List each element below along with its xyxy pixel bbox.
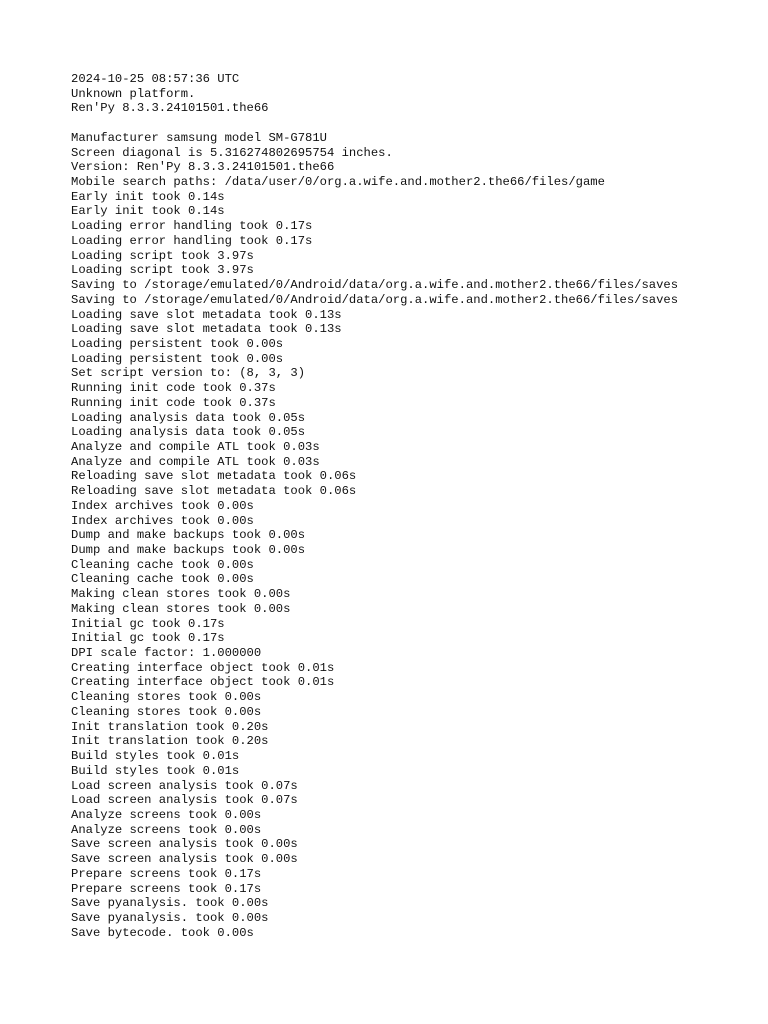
log-line: Index archives took 0.00s	[71, 513, 254, 528]
log-line: Running init code took 0.37s	[71, 395, 276, 410]
log-document	[71, 72, 751, 940]
log-line: Loading persistent took 0.00s	[71, 351, 284, 366]
log-line: Running init code took 0.37s	[71, 381, 276, 396]
log-line: Dump and make backups took 0.00s	[71, 543, 306, 557]
log-line: Analyze screens took 0.00s	[71, 807, 262, 822]
log-line: Save pyanalysis. took 0.00s	[71, 896, 269, 911]
log-line: Cleaning cache took 0.00s	[71, 572, 254, 587]
log-line: Creating interface object took 0.01s	[71, 675, 335, 690]
log-line: Save bytecode. took 0.00s	[71, 925, 254, 940]
log-line: Loading script took 3.97s	[71, 263, 254, 278]
log-line: Analyze screens took 0.00s	[71, 822, 262, 837]
log-line: Mobile search paths: /data/user/0/org.a.wife.and.mother2.the66/files/game	[71, 175, 605, 190]
log-line: Cleaning cache took 0.00s	[71, 557, 254, 572]
log-line: Cleaning stores took 0.00s	[71, 690, 262, 705]
log-line: Loading error handling took 0.17s	[71, 219, 313, 234]
log-line: Init translation took 0.20s	[71, 719, 269, 734]
log-line: Creating interface object took 0.01s	[71, 660, 335, 675]
log-line: Unknown platform.	[71, 86, 196, 101]
log-header	[71, 72, 751, 116]
log-line: Save screen analysis took 0.00s	[71, 852, 298, 867]
log-line: Version: Ren'Py 8.3.3.24101501.the66	[71, 160, 335, 175]
log-line: Ren'Py 8.3.3.24101501.the66	[71, 101, 269, 116]
log-line: Save screen analysis took 0.00s	[71, 837, 298, 852]
log-line: Loading analysis data took 0.05s	[71, 410, 306, 425]
log-line: Analyze and compile ATL took 0.03s	[71, 454, 320, 469]
log-line: Making clean stores took 0.00s	[71, 601, 291, 616]
log-line: Set script version to: (8, 3, 3)	[71, 366, 306, 381]
log-line: Dump and make backups took 0.00s	[71, 528, 306, 543]
log-line: Screen diagonal is 5.316274802695754 inches.	[71, 145, 393, 160]
log-line: Initial gc took 0.17s	[71, 616, 225, 631]
log-line: Load screen analysis took 0.07s	[71, 793, 298, 808]
log-line: Loading error handling took 0.17s	[71, 233, 313, 248]
log-line: Index archives took 0.00s	[71, 498, 254, 513]
blank-line	[71, 116, 751, 131]
log-line: Loading persistent took 0.00s	[71, 336, 284, 351]
log-line: Manufacturer samsung model SM-G781U	[71, 130, 327, 145]
log-line: Loading save slot metadata took 0.13s	[71, 322, 342, 337]
log-line: Making clean stores took 0.00s	[71, 587, 291, 602]
log-line: Reloading save slot metadata took 0.06s	[71, 484, 357, 499]
log-line: Loading analysis data took 0.05s	[71, 425, 306, 440]
log-line: Reloading save slot metadata took 0.06s	[71, 469, 357, 484]
log-line: Saving to /storage/emulated/0/Android/data/org.a.wife.and.mother2.the66/files/saves	[71, 292, 679, 307]
log-body	[71, 131, 751, 941]
log-line: Load screen analysis took 0.07s	[71, 778, 298, 793]
log-line: 2024-10-25 08:57:36 UTC	[71, 72, 240, 86]
log-line: Loading save slot metadata took 0.13s	[71, 307, 342, 322]
log-line: Prepare screens took 0.17s	[71, 881, 262, 896]
log-line: Saving to /storage/emulated/0/Android/data/org.a.wife.and.mother2.the66/files/saves	[71, 278, 679, 293]
log-line: Prepare screens took 0.17s	[71, 866, 262, 881]
log-line: Early init took 0.14s	[71, 189, 225, 204]
log-line: Build styles took 0.01s	[71, 763, 240, 778]
log-line: Init translation took 0.20s	[71, 734, 269, 749]
log-line: DPI scale factor: 1.000000	[71, 646, 262, 661]
log-line: Initial gc took 0.17s	[71, 631, 225, 646]
log-line: Save pyanalysis. took 0.00s	[71, 910, 269, 925]
log-line: Build styles took 0.01s	[71, 749, 240, 764]
log-line: Cleaning stores took 0.00s	[71, 704, 262, 719]
log-line: Loading script took 3.97s	[71, 248, 254, 263]
log-line: Early init took 0.14s	[71, 204, 225, 219]
log-line: Analyze and compile ATL took 0.03s	[71, 439, 320, 454]
